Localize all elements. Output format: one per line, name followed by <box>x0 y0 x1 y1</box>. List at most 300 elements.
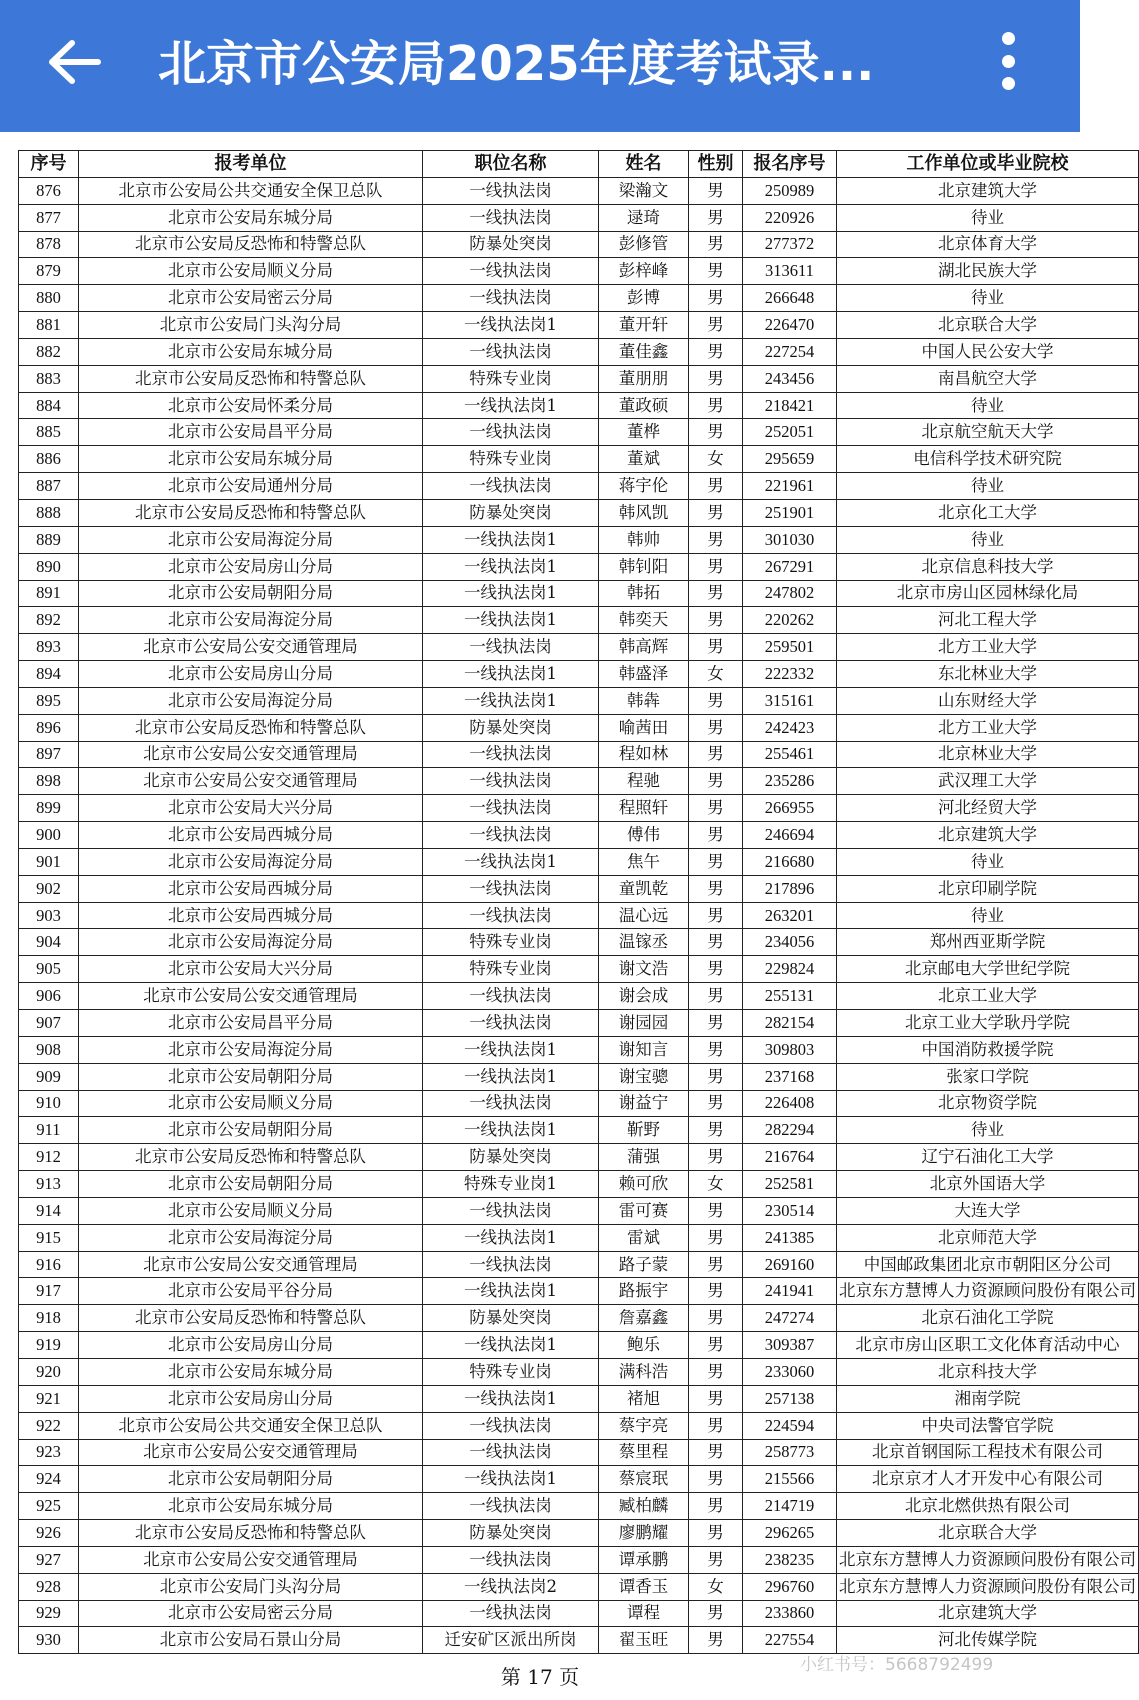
cell-index: 879 <box>19 258 79 285</box>
cell-index: 916 <box>19 1251 79 1278</box>
cell-position: 一线执法岗 <box>423 1546 599 1573</box>
cell-school: 河北工程大学 <box>837 607 1139 634</box>
cell-gender: 男 <box>689 1036 743 1063</box>
cell-index: 900 <box>19 822 79 849</box>
cell-unit: 北京市公安局反恐怖和特警总队 <box>79 499 423 526</box>
cell-name: 廖鹏耀 <box>599 1520 689 1547</box>
more-dot <box>1002 77 1015 90</box>
table-row <box>19 1466 1139 1493</box>
cell-gender: 男 <box>689 1251 743 1278</box>
cell-name: 满科浩 <box>599 1358 689 1385</box>
cell-index: 917 <box>19 1278 79 1305</box>
cell-school: 中国邮政集团北京市朝阳区分公司 <box>837 1251 1139 1278</box>
cell-name: 喻茜田 <box>599 714 689 741</box>
cell-position: 一线执法岗 <box>423 1439 599 1466</box>
cell-gender: 男 <box>689 1278 743 1305</box>
table-row <box>19 392 1139 419</box>
cell-position: 一线执法岗1 <box>423 526 599 553</box>
table-row <box>19 1117 1139 1144</box>
cell-name: 褚旭 <box>599 1385 689 1412</box>
cell-school: 北京科技大学 <box>837 1358 1139 1385</box>
cell-unit: 北京市公安局东城分局 <box>79 204 423 231</box>
cell-school: 北京信息科技大学 <box>837 553 1139 580</box>
cell-gender: 男 <box>689 1520 743 1547</box>
cell-unit: 北京市公安局西城分局 <box>79 822 423 849</box>
cell-reg-no: 252051 <box>743 419 837 446</box>
cell-gender: 男 <box>689 902 743 929</box>
cell-school: 山东财经大学 <box>837 687 1139 714</box>
table-body <box>19 177 1139 1653</box>
cell-position: 一线执法岗1 <box>423 1385 599 1412</box>
document-page[interactable] <box>18 150 1136 1654</box>
table-row <box>19 446 1139 473</box>
cell-name: 董政硕 <box>599 392 689 419</box>
cell-reg-no: 295659 <box>743 446 837 473</box>
cell-gender: 男 <box>689 1466 743 1493</box>
cell-position: 特殊专业岗 <box>423 956 599 983</box>
table-row <box>19 312 1139 339</box>
more-dot <box>1002 55 1015 68</box>
cell-position: 一线执法岗 <box>423 741 599 768</box>
more-vertical-icon <box>1002 32 1015 45</box>
cell-unit: 北京市公安局石景山分局 <box>79 1627 423 1654</box>
table-row <box>19 795 1139 822</box>
cell-reg-no: 227554 <box>743 1627 837 1654</box>
cell-gender: 男 <box>689 204 743 231</box>
cell-reg-no: 313611 <box>743 258 837 285</box>
cell-school: 待业 <box>837 285 1139 312</box>
cell-name: 詹嘉鑫 <box>599 1305 689 1332</box>
table-row <box>19 822 1139 849</box>
cell-name: 谭香玉 <box>599 1573 689 1600</box>
table-row <box>19 1090 1139 1117</box>
table-row <box>19 526 1139 553</box>
table-row <box>19 1573 1139 1600</box>
table-row <box>19 553 1139 580</box>
table-row <box>19 285 1139 312</box>
cell-reg-no: 216764 <box>743 1144 837 1171</box>
cell-unit: 北京市公安局公共交通安全保卫总队 <box>79 177 423 204</box>
cell-index: 881 <box>19 312 79 339</box>
table-header-row <box>19 151 1139 178</box>
cell-unit: 北京市公安局公共交通安全保卫总队 <box>79 1412 423 1439</box>
table-row <box>19 1385 1139 1412</box>
cell-gender: 女 <box>689 661 743 688</box>
cell-gender: 男 <box>689 822 743 849</box>
cell-name: 韩高辉 <box>599 634 689 661</box>
cell-reg-no: 224594 <box>743 1412 837 1439</box>
cell-position: 一线执法岗1 <box>423 848 599 875</box>
cell-index: 928 <box>19 1573 79 1600</box>
cell-index: 919 <box>19 1332 79 1359</box>
cell-index: 891 <box>19 580 79 607</box>
cell-gender: 男 <box>689 1305 743 1332</box>
cell-position: 一线执法岗 <box>423 1010 599 1037</box>
table-row <box>19 1439 1139 1466</box>
cell-school: 北京工业大学 <box>837 983 1139 1010</box>
cell-name: 温镓丞 <box>599 929 689 956</box>
cell-gender: 女 <box>689 1573 743 1600</box>
cell-gender: 男 <box>689 1063 743 1090</box>
cell-gender: 男 <box>689 607 743 634</box>
cell-reg-no: 217896 <box>743 875 837 902</box>
cell-name: 彭梓峰 <box>599 258 689 285</box>
cell-unit: 北京市公安局顺义分局 <box>79 1090 423 1117</box>
cell-position: 特殊专业岗 <box>423 446 599 473</box>
cell-name: 蔡宸珉 <box>599 1466 689 1493</box>
table-row <box>19 956 1139 983</box>
cell-gender: 男 <box>689 1358 743 1385</box>
cell-unit: 北京市公安局反恐怖和特警总队 <box>79 1144 423 1171</box>
cell-reg-no: 296265 <box>743 1520 837 1547</box>
cell-unit: 北京市公安局门头沟分局 <box>79 312 423 339</box>
cell-unit: 北京市公安局房山分局 <box>79 1332 423 1359</box>
cell-position: 一线执法岗 <box>423 338 599 365</box>
cell-school: 北京石油化工学院 <box>837 1305 1139 1332</box>
cell-unit: 北京市公安局海淀分局 <box>79 1036 423 1063</box>
cell-gender: 男 <box>689 1224 743 1251</box>
cell-name: 谢知言 <box>599 1036 689 1063</box>
cell-reg-no: 226408 <box>743 1090 837 1117</box>
cell-reg-no: 247802 <box>743 580 837 607</box>
cell-position: 防暴处突岗 <box>423 1520 599 1547</box>
cell-reg-no: 251901 <box>743 499 837 526</box>
table-row <box>19 338 1139 365</box>
cell-gender: 女 <box>689 1171 743 1198</box>
cell-reg-no: 226470 <box>743 312 837 339</box>
cell-name: 路振宇 <box>599 1278 689 1305</box>
cell-gender: 男 <box>689 1493 743 1520</box>
cell-unit: 北京市公安局朝阳分局 <box>79 1117 423 1144</box>
cell-school: 湖北民族大学 <box>837 258 1139 285</box>
cell-reg-no: 220926 <box>743 204 837 231</box>
cell-school: 河北传媒学院 <box>837 1627 1139 1654</box>
table-row <box>19 983 1139 1010</box>
col-header-unit: 报考单位 <box>79 151 423 178</box>
cell-index: 922 <box>19 1412 79 1439</box>
cell-unit: 北京市公安局东城分局 <box>79 446 423 473</box>
cell-school: 待业 <box>837 526 1139 553</box>
table-row <box>19 875 1139 902</box>
cell-position: 一线执法岗 <box>423 285 599 312</box>
cell-school: 北京邮电大学世纪学院 <box>837 956 1139 983</box>
cell-position: 特殊专业岗1 <box>423 1171 599 1198</box>
watermark: 小红书号：5668792499 <box>800 1655 994 1675</box>
col-header-gender: 性别 <box>689 151 743 178</box>
cell-reg-no: 266955 <box>743 795 837 822</box>
cell-index: 893 <box>19 634 79 661</box>
cell-position: 一线执法岗 <box>423 902 599 929</box>
cell-unit: 北京市公安局房山分局 <box>79 1385 423 1412</box>
cell-position: 一线执法岗1 <box>423 1224 599 1251</box>
table-row <box>19 902 1139 929</box>
table-row <box>19 929 1139 956</box>
cell-school: 郑州西亚斯学院 <box>837 929 1139 956</box>
cell-school: 北京市房山区职工文化体育活动中心 <box>837 1332 1139 1359</box>
app-bar <box>0 0 1080 132</box>
cell-position: 一线执法岗1 <box>423 687 599 714</box>
cell-gender: 男 <box>689 687 743 714</box>
cell-school: 电信科学技术研究院 <box>837 446 1139 473</box>
cell-index: 924 <box>19 1466 79 1493</box>
cell-gender: 男 <box>689 983 743 1010</box>
cell-index: 876 <box>19 177 79 204</box>
cell-school: 北方工业大学 <box>837 634 1139 661</box>
table-row <box>19 1546 1139 1573</box>
cell-gender: 男 <box>689 741 743 768</box>
cell-unit: 北京市公安局东城分局 <box>79 1493 423 1520</box>
cell-position: 特殊专业岗 <box>423 929 599 956</box>
cell-name: 蒋宇伦 <box>599 473 689 500</box>
cell-reg-no: 250989 <box>743 177 837 204</box>
col-header-position: 职位名称 <box>423 151 599 178</box>
cell-name: 程照轩 <box>599 795 689 822</box>
table-row <box>19 1010 1139 1037</box>
cell-name: 谭程 <box>599 1600 689 1627</box>
cell-position: 一线执法岗 <box>423 1412 599 1439</box>
cell-index: 926 <box>19 1520 79 1547</box>
cell-index: 906 <box>19 983 79 1010</box>
cell-unit: 北京市公安局海淀分局 <box>79 929 423 956</box>
cell-position: 一线执法岗 <box>423 1600 599 1627</box>
cell-unit: 北京市公安局东城分局 <box>79 338 423 365</box>
cell-school: 湘南学院 <box>837 1385 1139 1412</box>
cell-position: 一线执法岗 <box>423 983 599 1010</box>
cell-name: 谢文浩 <box>599 956 689 983</box>
cell-gender: 男 <box>689 365 743 392</box>
cell-reg-no: 282154 <box>743 1010 837 1037</box>
cell-unit: 北京市公安局反恐怖和特警总队 <box>79 1520 423 1547</box>
cell-position: 一线执法岗 <box>423 258 599 285</box>
cell-school: 北京建筑大学 <box>837 177 1139 204</box>
cell-index: 880 <box>19 285 79 312</box>
table-row <box>19 1144 1139 1171</box>
cell-unit: 北京市公安局房山分局 <box>79 661 423 688</box>
cell-name: 董桦 <box>599 419 689 446</box>
table-row <box>19 499 1139 526</box>
cell-index: 890 <box>19 553 79 580</box>
cell-name: 臧柏麟 <box>599 1493 689 1520</box>
cell-school: 北京建筑大学 <box>837 1600 1139 1627</box>
cell-school: 北京市房山区园林绿化局 <box>837 580 1139 607</box>
cell-name: 董斌 <box>599 446 689 473</box>
cell-index: 889 <box>19 526 79 553</box>
cell-reg-no: 259501 <box>743 634 837 661</box>
cell-position: 防暴处突岗 <box>423 231 599 258</box>
cell-gender: 女 <box>689 446 743 473</box>
cell-gender: 男 <box>689 848 743 875</box>
cell-position: 一线执法岗1 <box>423 1117 599 1144</box>
cell-index: 888 <box>19 499 79 526</box>
cell-school: 北京林业大学 <box>837 741 1139 768</box>
cell-name: 逯琦 <box>599 204 689 231</box>
cell-position: 防暴处突岗 <box>423 1144 599 1171</box>
cell-reg-no: 220262 <box>743 607 837 634</box>
cell-gender: 男 <box>689 1412 743 1439</box>
cell-reg-no: 242423 <box>743 714 837 741</box>
cell-name: 韩奕天 <box>599 607 689 634</box>
cell-position: 迁安矿区派出所岗 <box>423 1627 599 1654</box>
cell-gender: 男 <box>689 258 743 285</box>
cell-index: 911 <box>19 1117 79 1144</box>
table-row <box>19 1171 1139 1198</box>
cell-school: 待业 <box>837 473 1139 500</box>
cell-reg-no: 221961 <box>743 473 837 500</box>
cell-gender: 男 <box>689 634 743 661</box>
cell-reg-no: 257138 <box>743 1385 837 1412</box>
cell-index: 885 <box>19 419 79 446</box>
table-row <box>19 473 1139 500</box>
cell-reg-no: 263201 <box>743 902 837 929</box>
cell-school: 待业 <box>837 392 1139 419</box>
cell-name: 董佳鑫 <box>599 338 689 365</box>
table-row <box>19 231 1139 258</box>
cell-index: 896 <box>19 714 79 741</box>
table-row <box>19 258 1139 285</box>
cell-unit: 北京市公安局大兴分局 <box>79 795 423 822</box>
cell-reg-no: 301030 <box>743 526 837 553</box>
cell-index: 903 <box>19 902 79 929</box>
cell-name: 翟玉旺 <box>599 1627 689 1654</box>
cell-gender: 男 <box>689 285 743 312</box>
cell-index: 925 <box>19 1493 79 1520</box>
cell-gender: 男 <box>689 312 743 339</box>
table-row <box>19 1600 1139 1627</box>
cell-reg-no: 237168 <box>743 1063 837 1090</box>
cell-reg-no: 214719 <box>743 1493 837 1520</box>
cell-reg-no: 315161 <box>743 687 837 714</box>
cell-school: 待业 <box>837 204 1139 231</box>
cell-name: 彭修管 <box>599 231 689 258</box>
cell-unit: 北京市公安局海淀分局 <box>79 687 423 714</box>
cell-unit: 北京市公安局公安交通管理局 <box>79 741 423 768</box>
cell-school: 北京工业大学耿丹学院 <box>837 1010 1139 1037</box>
cell-position: 一线执法岗1 <box>423 1466 599 1493</box>
cell-name: 谢会成 <box>599 983 689 1010</box>
cell-index: 923 <box>19 1439 79 1466</box>
cell-school: 辽宁石油化工大学 <box>837 1144 1139 1171</box>
cell-school: 中国人民公安大学 <box>837 338 1139 365</box>
cell-position: 一线执法岗 <box>423 1493 599 1520</box>
cell-index: 909 <box>19 1063 79 1090</box>
cell-unit: 北京市公安局公安交通管理局 <box>79 1546 423 1573</box>
cell-gender: 男 <box>689 1600 743 1627</box>
cell-unit: 北京市公安局海淀分局 <box>79 1224 423 1251</box>
cell-gender: 男 <box>689 177 743 204</box>
cell-school: 东北林业大学 <box>837 661 1139 688</box>
cell-position: 一线执法岗 <box>423 795 599 822</box>
cell-reg-no: 216680 <box>743 848 837 875</box>
cell-name: 程驰 <box>599 768 689 795</box>
table-row <box>19 1305 1139 1332</box>
cell-index: 883 <box>19 365 79 392</box>
col-header-reg-no: 报名序号 <box>743 151 837 178</box>
cell-reg-no: 229824 <box>743 956 837 983</box>
cell-index: 877 <box>19 204 79 231</box>
cell-index: 901 <box>19 848 79 875</box>
cell-position: 一线执法岗1 <box>423 607 599 634</box>
cell-name: 路子蒙 <box>599 1251 689 1278</box>
cell-index: 882 <box>19 338 79 365</box>
cell-index: 904 <box>19 929 79 956</box>
col-header-name: 姓名 <box>599 151 689 178</box>
cell-name: 焦午 <box>599 848 689 875</box>
cell-name: 谭承鹏 <box>599 1546 689 1573</box>
cell-index: 912 <box>19 1144 79 1171</box>
cell-position: 特殊专业岗 <box>423 1358 599 1385</box>
cell-index: 914 <box>19 1197 79 1224</box>
cell-position: 一线执法岗1 <box>423 1036 599 1063</box>
page-title: 北京市公安局2025年度考试录... <box>158 36 875 92</box>
cell-position: 一线执法岗 <box>423 1251 599 1278</box>
table-row <box>19 177 1139 204</box>
cell-school: 中国消防救援学院 <box>837 1036 1139 1063</box>
cell-school: 北京航空航天大学 <box>837 419 1139 446</box>
cell-name: 雷斌 <box>599 1224 689 1251</box>
cell-index: 921 <box>19 1385 79 1412</box>
cell-index: 878 <box>19 231 79 258</box>
cell-index: 910 <box>19 1090 79 1117</box>
table-row <box>19 714 1139 741</box>
back-button[interactable] <box>38 22 110 102</box>
cell-reg-no: 282294 <box>743 1117 837 1144</box>
more-options-button[interactable] <box>984 26 1032 96</box>
cell-reg-no: 233060 <box>743 1358 837 1385</box>
table-row <box>19 768 1139 795</box>
table-row <box>19 1251 1139 1278</box>
cell-index: 887 <box>19 473 79 500</box>
cell-gender: 男 <box>689 1197 743 1224</box>
cell-name: 彭博 <box>599 285 689 312</box>
cell-position: 一线执法岗1 <box>423 392 599 419</box>
cell-index: 920 <box>19 1358 79 1385</box>
table-row <box>19 1036 1139 1063</box>
cell-gender: 男 <box>689 1090 743 1117</box>
cell-reg-no: 309803 <box>743 1036 837 1063</box>
cell-name: 程如林 <box>599 741 689 768</box>
cell-name: 韩钊阳 <box>599 553 689 580</box>
cell-unit: 北京市公安局海淀分局 <box>79 848 423 875</box>
table-row <box>19 419 1139 446</box>
cell-position: 一线执法岗 <box>423 1197 599 1224</box>
cell-name: 鲍乐 <box>599 1332 689 1359</box>
cell-reg-no: 246694 <box>743 822 837 849</box>
table-row <box>19 580 1139 607</box>
cell-school: 北京联合大学 <box>837 312 1139 339</box>
cell-reg-no: 241941 <box>743 1278 837 1305</box>
cell-position: 一线执法岗1 <box>423 312 599 339</box>
cell-school: 北京外国语大学 <box>837 1171 1139 1198</box>
cell-school: 张家口学院 <box>837 1063 1139 1090</box>
cell-index: 894 <box>19 661 79 688</box>
cell-unit: 北京市公安局反恐怖和特警总队 <box>79 231 423 258</box>
table-row <box>19 1332 1139 1359</box>
cell-unit: 北京市公安局朝阳分局 <box>79 580 423 607</box>
cell-school: 北京东方慧博人力资源顾问股份有限公司 <box>837 1546 1139 1573</box>
cell-index: 886 <box>19 446 79 473</box>
cell-gender: 男 <box>689 473 743 500</box>
cell-reg-no: 215566 <box>743 1466 837 1493</box>
cell-index: 884 <box>19 392 79 419</box>
cell-position: 一线执法岗 <box>423 177 599 204</box>
cell-position: 一线执法岗 <box>423 204 599 231</box>
cell-gender: 男 <box>689 419 743 446</box>
cell-name: 韩犇 <box>599 687 689 714</box>
cell-name: 雷可赛 <box>599 1197 689 1224</box>
cell-name: 谢园园 <box>599 1010 689 1037</box>
table-row <box>19 848 1139 875</box>
cell-unit: 北京市公安局公安交通管理局 <box>79 1439 423 1466</box>
